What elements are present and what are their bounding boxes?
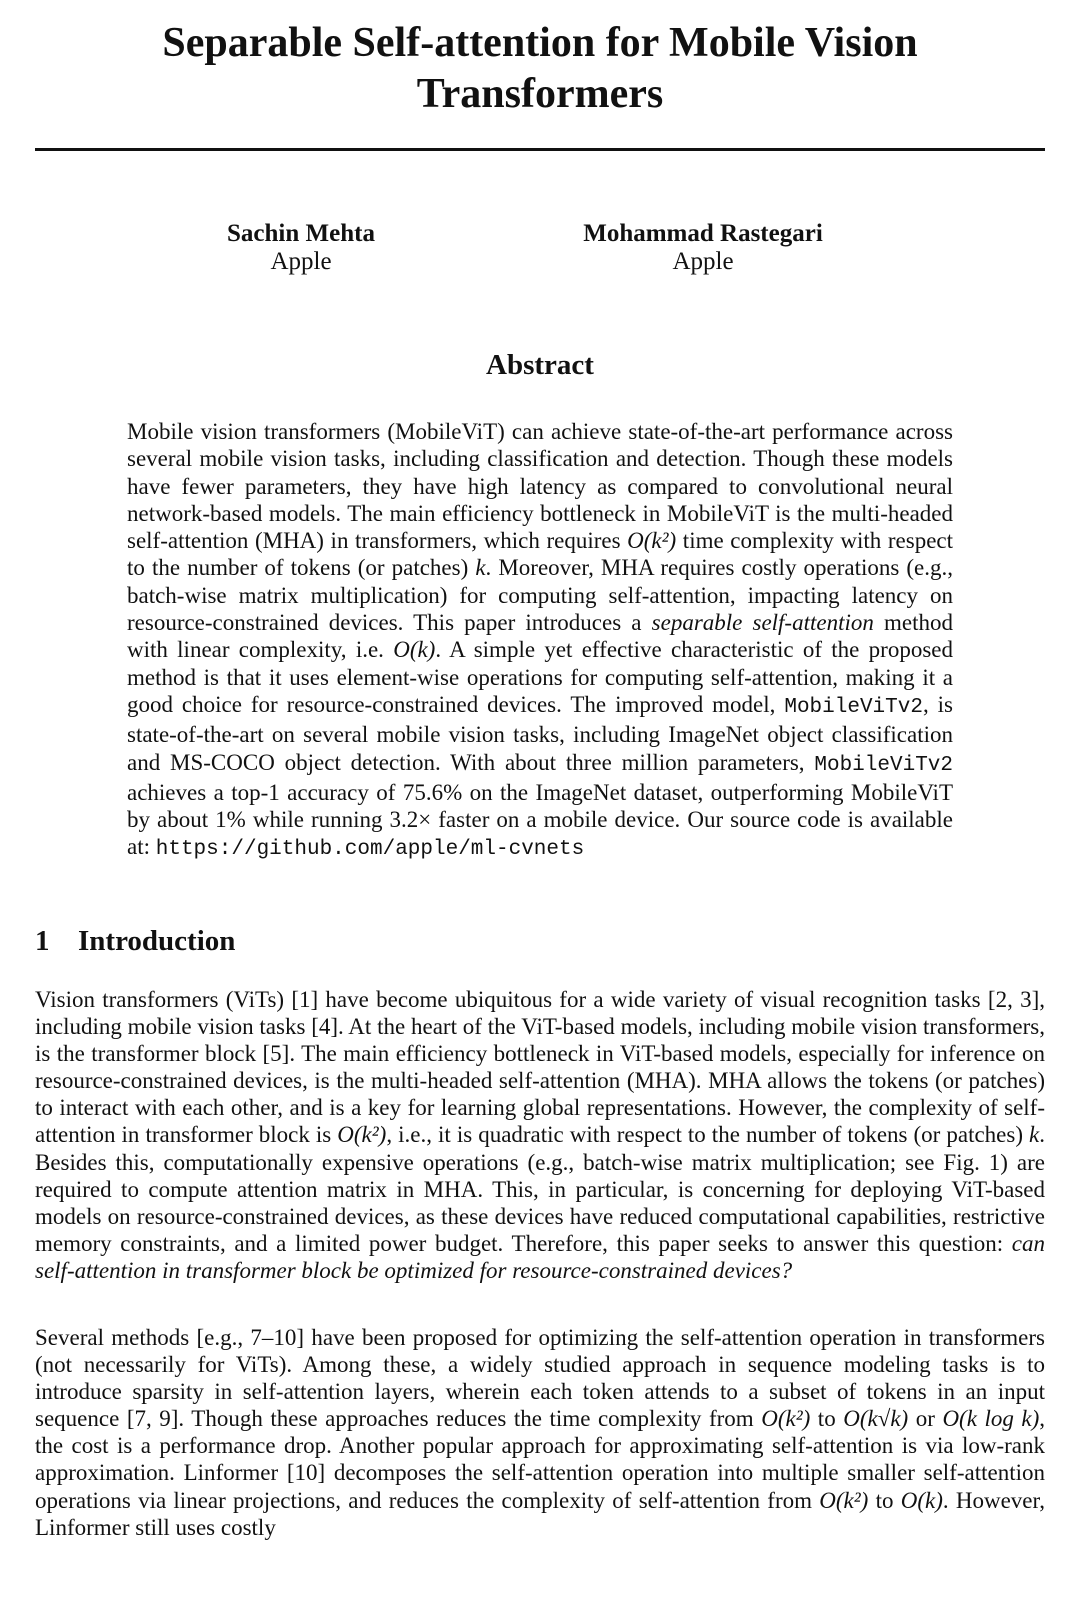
math-expression: k (475, 555, 486, 581)
paper-title (60, 18, 1020, 120)
math-expression: O(k) (393, 637, 436, 663)
math-expression: O(k√k) (843, 1406, 909, 1432)
author-block-2 (543, 220, 863, 276)
math-expression: O(k²) (337, 1122, 387, 1148)
section-heading-introduction (35, 924, 835, 958)
author-block-1 (141, 220, 461, 276)
intro-paragraph-1: Vision transformers (ViTs) [1] have become ubiquitous for a wide variety of visual recognition tasks [2, 3], including mobile vision tasks [4]. At the heart of the ViT-based models, including mobile vision transformers, is the transformer block [5]. The main efficiency bottleneck in ViT-based models, especially for inference on resource-constrained devices, is the multi-headed self-attention (MHA). MHA allows the tokens (or patches) to interact with each other, and is a key for learning global representations. However, the complexity of self-attention in transformer block is O(k²), i.e., it is quadratic with respect to the number of tokens (or patches) k. Besides this, computationally expensive operations (e.g., batch-wise matrix multiplication; see Fig. 1) are required to compute attention matrix in MHA. This, in particular, is concerning for deploying ViT-based models on resource-constrained devices, as these devices have reduced computational capabilities, restrictive memory constraints, and a limited power budget. Therefore, this paper seeks to answer this question: can self-attention in transformer block be optimized for resource-constrained devices? (35, 987, 1046, 1283)
abstract-body: Mobile vision transformers (MobileViT) can achieve state-of-the-art performance across several mobile vision tasks, including classification and detection. Though these models have fewer parameters, they have high latency as compared to convolutional neural network-based models. The main efficiency bottleneck in MobileViT is the multi-headed self-attention (MHA) in transformers, which requires O(k²) time complexity with respect to the number of tokens (or patches) k. Moreover, MHA requires costly operations (e.g., batch-wise matrix multiplication) for computing self-attention, impacting latency on resource-constrained devices. This paper introduces a separable self-attention method with linear complexity, i.e. O(k). A simple yet effective characteristic of the proposed method is that it uses element-wise operations for computing self-attention, making it a good choice for resource-constrained devices. The improved model, MobileViTv2, is state-of-the-art on several mobile vision tasks, including ImageNet object classification and MS-COCO object detection. With about three million parameters, MobileViTv2 achieves a top-1 accuracy of 75.6% on the ImageNet dataset, outperforming MobileViT by about 1% while running 3.2× faster on a mobile device. Our source code is available at: https://github.com/apple/ml-cvnets (127, 419, 954, 862)
emphasis-text: separable self-attention (651, 610, 874, 636)
author-affiliation: Apple (270, 248, 332, 275)
paper-title-line-2: Transformers (416, 71, 664, 117)
math-expression: O(k log k) (942, 1406, 1040, 1432)
model-name-code: MobileViTv2 (784, 695, 923, 719)
author-name: Mohammad Rastegari (583, 220, 823, 247)
title-rule (35, 148, 1045, 151)
paper-title-line-1: Separable Self-attention for Mobile Vision (162, 20, 918, 66)
author-name: Sachin Mehta (227, 220, 375, 247)
author-affiliation: Apple (672, 248, 734, 275)
intro-paragraph-2: Several methods [e.g., 7–10] have been proposed for optimizing the self-attention operation in transformers (not necessarily for ViTs). Among these, a widely studied approach in sequence modeling tasks is to introduce sparsity in self-attention layers, wherein each token attends to a subset of tokens in an input sequence [7, 9]. Though these approaches reduces the time complexity from O(k²) to O(k√k) or O(k log k), the cost is a performance drop. Another popular approach for approximating self-attention is via low-rank approximation. Linformer [10] decomposes the self-attention operation into multiple smaller self-attention operations via linear projections, and reduces the complexity of self-attention from O(k²) to O(k). However, Linformer still uses costly (35, 1325, 1046, 1540)
section-number: 1 (35, 925, 50, 957)
math-expression: k (1029, 1122, 1040, 1148)
research-question: can self-attention in transformer block be optimized for resource-constrained devices? (35, 1230, 1045, 1283)
math-expression: O(k²) (761, 1406, 811, 1432)
section-title: Introduction (78, 925, 236, 957)
math-expression: O(k²) (819, 1487, 869, 1513)
model-name-code: MobileViTv2 (814, 753, 953, 777)
source-code-link[interactable]: https://github.com/apple/ml-cvnets (155, 838, 585, 862)
math-expression: O(k) (900, 1487, 943, 1513)
math-expression: O(k²) (627, 528, 677, 554)
abstract-heading: Abstract (486, 349, 594, 381)
